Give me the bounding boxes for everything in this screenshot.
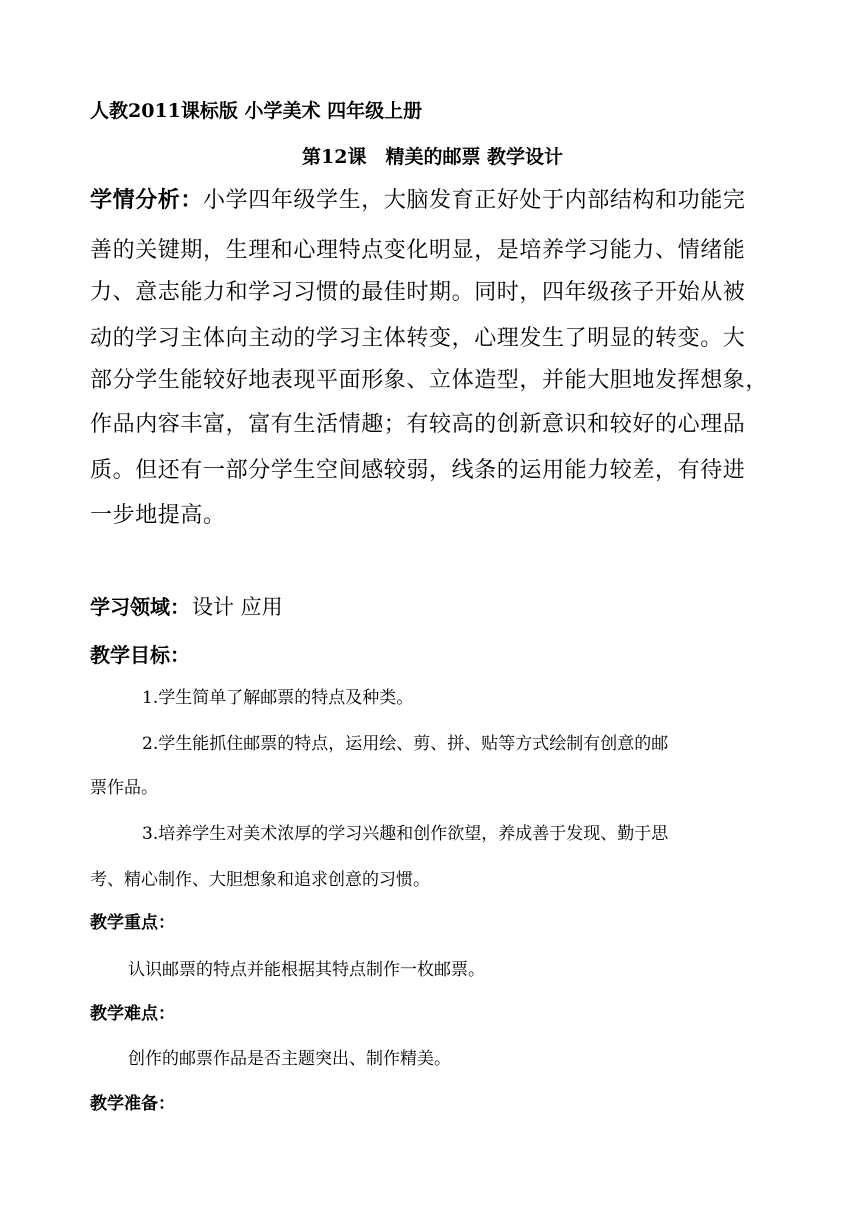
domain-line [90,597,283,618]
domain-label: 学习领域： [90,595,190,619]
document-header: 人教2011课标版 小学美术 四年级上册 [90,100,423,122]
analysis-line-7: 质。但还有一部分学生空间感较弱，线条的运用能力较差，有待进 [90,458,746,483]
objectives-heading: 教学目标： [90,643,190,667]
analysis-label: 学情分析： [90,187,204,213]
analysis-line-1 [90,189,745,212]
preparation-heading: 教学准备： [90,1094,175,1114]
analysis-text-1: 小学四年级学生，大脑发育正好处于内部结构和功能完 [203,188,746,213]
analysis-line-3: 力、意志能力和学习习惯的最佳时期。同时，四年级孩子开始从被 [90,280,746,305]
domain-value: 设计 应用 [192,595,283,619]
difficulty-heading: 教学难点： [90,1004,175,1024]
objective-item-3: 3.培养学生对美术浓厚的学习兴趣和创作欲望，养成善于发现、勤于思 [142,824,669,844]
analysis-line-5: 部分学生能较好地表现平面形象、立体造型，并能大胆地发挥想象， [90,368,769,393]
analysis-line-8: 一步地提高。 [90,503,226,528]
objective-item-2: 2.学生能抓住邮票的特点，运用绘、剪、拼、贴等方式绘制有创意的邮 [142,734,669,754]
difficulty-text: 创作的邮票作品是否主题突出、制作精美。 [128,1049,451,1069]
analysis-line-4: 动的学习主体向主动的学习主体转变，心理发生了明显的转变。大 [90,326,746,351]
document-title: 第12课 精美的邮票 教学设计 [302,146,564,168]
objective-item-2-cont: 票作品。 [90,778,158,798]
objective-item-3-cont: 考、精心制作、大胆想象和追求创意的习惯。 [90,870,430,890]
objective-item-1: 1.学生简单了解邮票的特点及种类。 [142,688,414,708]
key-point-heading: 教学重点： [90,913,175,933]
analysis-line-6: 作品内容丰富，富有生活情趣；有较高的创新意识和较好的心理品 [90,412,746,437]
key-point-text: 认识邮票的特点并能根据其特点制作一枚邮票。 [128,960,485,980]
analysis-line-2: 善的关键期，生理和心理特点变化明显，是培养学习能力、情绪能 [90,238,746,263]
